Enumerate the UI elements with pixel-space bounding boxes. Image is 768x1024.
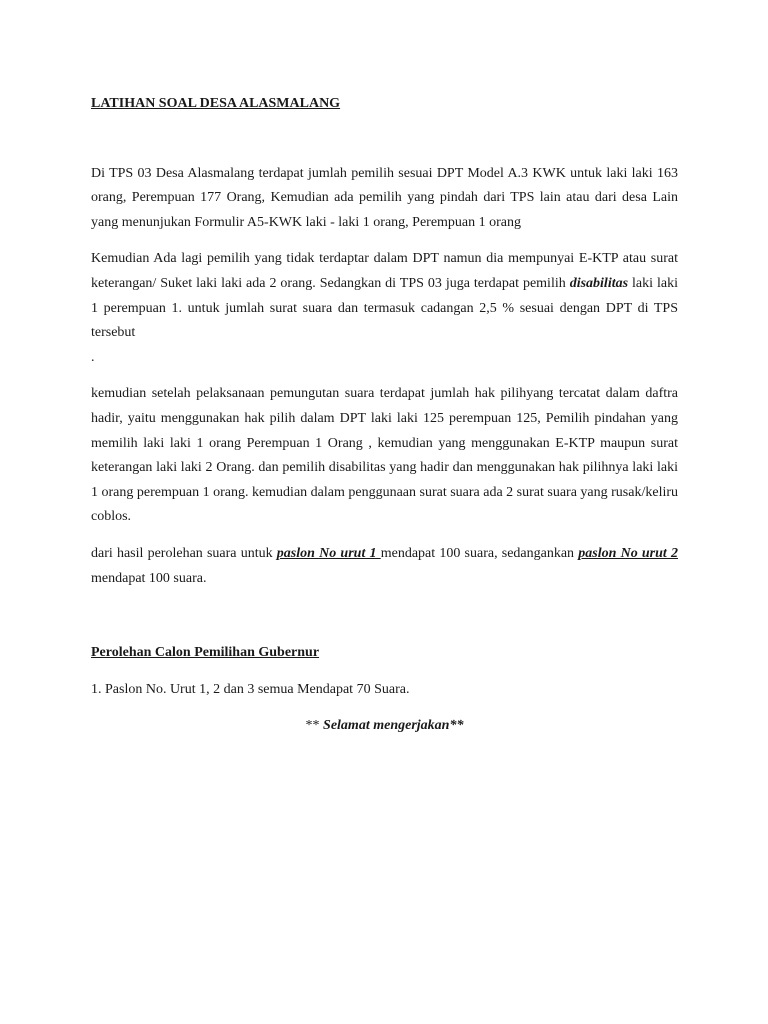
paragraph-voting-results: kemudian setelah pelaksanaan pemungutan suara terdapat jumlah hak pilihyang tercatat dalam daftra hadir, yaitu menggunakan hak pilih dalam DPT laki laki 125 perempuan 125, Pemilih pindahan yang memilih laki laki 1 orang Perempuan 1 Orang , kemudian yang menggunakan E-KTP maupun surat keterangan laki laki 2 Orang. dan pemilih disabilitas yang hadir dan menggunakan hak pilihnya laki laki 1 orang perempuan 1 orang. kemudian dalam penggunaan surat suara ada 2 surat suara yang rusak/keliru coblos. — [91, 386, 679, 525]
closing-note — [91, 714, 678, 739]
section-heading-gubernur: Perolehan Calon Pemilihan Gubernur — [91, 645, 320, 661]
paragraph-trailing-dot: . — [91, 349, 95, 365]
paragraph-text: mendapat 100 suara. — [91, 570, 207, 586]
paragraph-text: dari hasil perolehan suara untuk — [91, 545, 277, 561]
closing-text: Selamat mengerjakan** — [323, 718, 464, 734]
document-title: LATIHAN SOAL DESA ALASMALANG — [91, 96, 341, 111]
paslon-2-label: paslon No urut 2 — [578, 545, 678, 561]
paragraph-text: mendapat 100 suara, sedangankan — [380, 545, 579, 561]
paragraph-text: Kemudian Ada lagi pemilih yang tidak terdaptar dalam DPT namun dia mempunyai E-KTP atau surat keterangan/ Suket laki laki ada 2 orang. Sedangkan di TPS 03 juga terdapat pemilih — [91, 251, 678, 291]
list-item: 1. Paslon No. Urut 1, 2 dan 3 semua Mendapat 70 Suara. — [91, 681, 410, 697]
emphasis-disabilitas: disabilitas — [569, 275, 629, 291]
paslon-1-label: paslon No urut 1 — [276, 545, 381, 561]
paragraph-text: laki laki 1 perempuan 1. untuk jumlah surat suara dan termasuk cadangan 2,5 % sesuai dengan DPT di TPS tersebut — [91, 275, 678, 341]
document-page — [91, 92, 678, 739]
closing-prefix: ** — [305, 718, 324, 734]
paragraph-vote-outcome — [91, 542, 678, 591]
paragraph-additional-voters — [91, 247, 678, 345]
paragraph-voter-count: Di TPS 03 Desa Alasmalang terdapat jumlah pemilih sesuai DPT Model A.3 KWK untuk laki laki 163 orang, Perempuan 177 Orang, Kemudian ada pemilih yang pindah dari TPS lain atau dari desa Lain yang menunjukan Formulir A5-KWK laki - laki 1 orang, Perempuan 1 orang — [91, 165, 678, 230]
